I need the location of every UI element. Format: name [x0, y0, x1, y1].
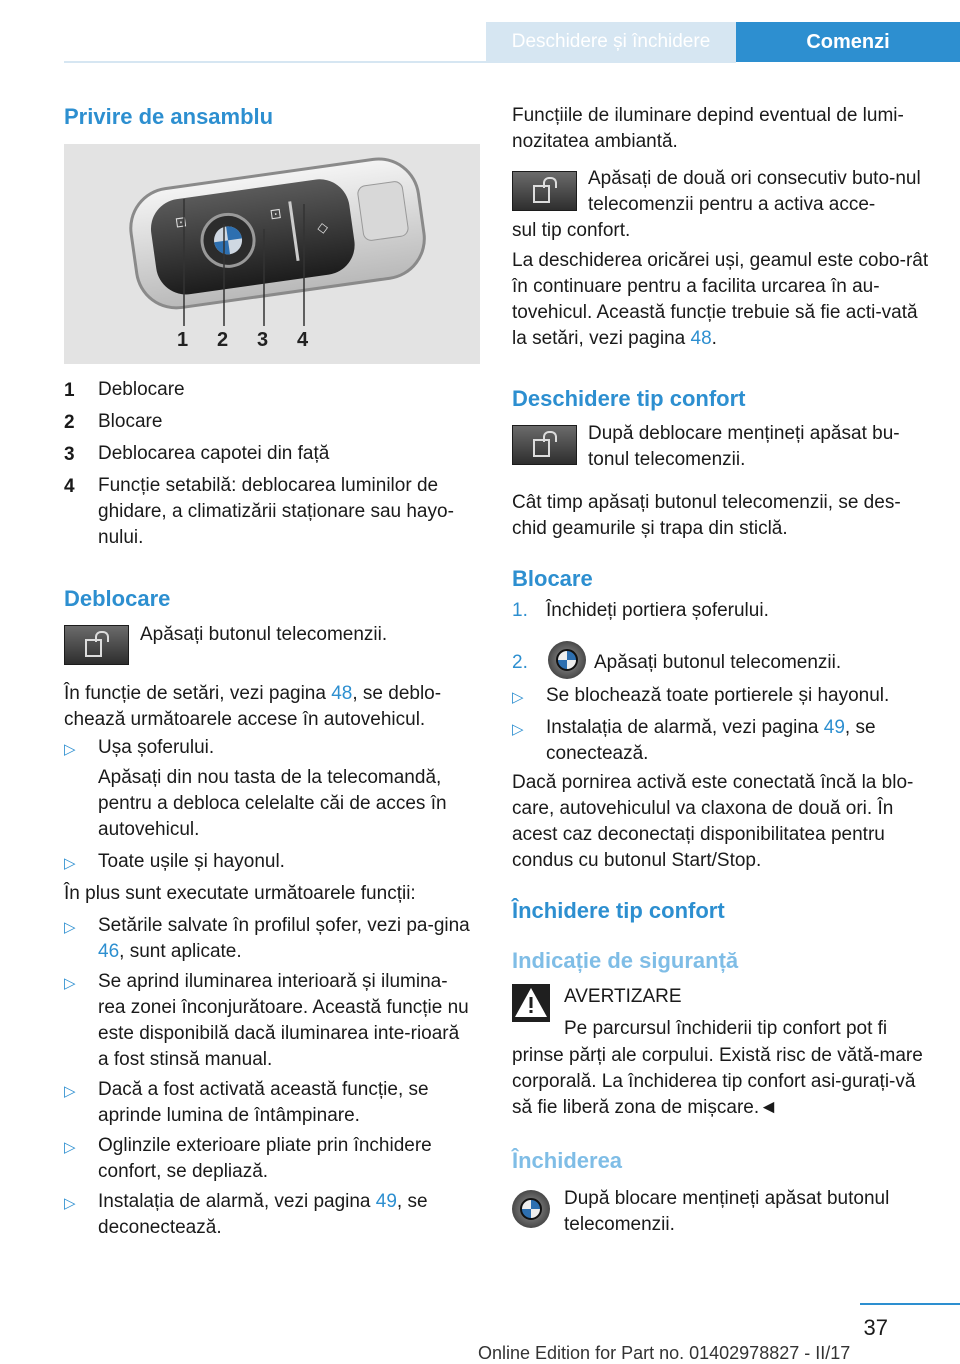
legend-text-4: Funcție setabilă: deblocarea luminilor de ghidare, a climatizării staționare sau hayo-nului. — [98, 475, 454, 548]
step-1-text: Închideți portiera șoferului. — [546, 600, 769, 621]
bullet-icon: ▷ — [64, 741, 76, 758]
bullet-icon: ▷ — [64, 855, 76, 872]
bullet-icon: ▷ — [64, 1139, 76, 1156]
legend-text-3: Deblocarea capotei din față — [98, 443, 330, 464]
bullet-door-driver: Ușa șoferului. — [98, 737, 215, 758]
closing-heading: Închiderea — [512, 1148, 623, 1173]
bmw-logo-button-icon — [548, 641, 586, 679]
header-rule — [64, 61, 736, 63]
warning-triangle-icon — [512, 984, 550, 1022]
page-link-46[interactable]: 46 — [98, 941, 120, 962]
legend-text-1: Deblocare — [98, 379, 185, 400]
deblocare-heading: Deblocare — [64, 586, 171, 611]
active-start-paragraph: Dacă pornirea activă este conectată încă la blo-care, autovehiculul va claxona de două ori. În acest caz deconectați disponibilitatea pentru condus cu butonul Start/Stop. — [512, 772, 914, 871]
step-2-text: Apăsați butonul telecomenzii. — [594, 652, 842, 673]
callout-4: 4 — [297, 329, 309, 351]
bullet-icon: ▷ — [64, 975, 76, 992]
bullet-mirrors: Oglinzile exterioare pliate prin închidere confort, se depliază. — [98, 1135, 432, 1182]
callout-3: 3 — [257, 329, 269, 351]
bullet-icon: ▷ — [512, 689, 524, 706]
blocare-heading: Blocare — [512, 566, 593, 591]
legend-text-2: Blocare — [98, 411, 163, 432]
deblocare-instruction: Apăsați butonul telecomenzii. — [140, 624, 388, 645]
window-lowering-paragraph: La deschiderea oricărei uși, geamul este cobo-rât în continuare pentru a facilita urcarea în au-tovehicul. Această funcție trebuie să fie acti-vată la setări, vezi pagina 48. — [512, 250, 929, 349]
unlock-button-icon — [64, 625, 129, 665]
bullet-lock-all: Se blochează toate portierele și hayonul. — [546, 685, 890, 706]
comfort-opening-instruction: După deblocare mențineți apăsat bu-tonul telecomenzii. — [588, 423, 900, 470]
warning-title: AVERTIZARE — [564, 986, 682, 1007]
legend-num-3: 3 — [64, 444, 75, 465]
page-link-48[interactable]: 48 — [331, 683, 353, 704]
comfort-closing-heading: Închidere tip confort — [512, 898, 725, 923]
header-chapter-tab: Comenzi — [736, 22, 960, 62]
comfort-opening-heading: Deschidere tip confort — [512, 386, 746, 411]
bullet-icon: ▷ — [512, 721, 524, 738]
edition-footer: Online Edition for Part no. 01402978827 - II/17 — [478, 1343, 851, 1363]
key-fob-figure — [64, 144, 480, 364]
legend-num-2: 2 — [64, 412, 75, 433]
bullet-driver-profile: Setările salvate în profilul șofer, vezi pa-gina 46, sunt aplicate. — [98, 915, 470, 962]
callout-2: 2 — [217, 329, 229, 351]
unlock-button-icon — [512, 425, 577, 465]
svg-text:⊡: ⊡ — [268, 204, 283, 223]
lighting-note: Funcțiile de iluminare depind eventual de lumi-nozitatea ambiantă. — [512, 105, 904, 152]
page-link-49[interactable]: 49 — [823, 717, 845, 738]
overview-heading: Privire de ansamblu — [64, 104, 274, 129]
bullet-icon: ▷ — [64, 1083, 76, 1100]
footer-rule — [860, 1303, 960, 1305]
additional-functions-intro: În plus sunt executate următoarele funcții: — [64, 883, 416, 904]
key-fob-illustration — [64, 144, 480, 364]
double-press-instruction-cont: sul tip confort. — [512, 220, 631, 241]
bullet-alarm-on: Instalația de alarmă, vezi pagina 49, se conectează. — [546, 717, 876, 764]
step-1-number: 1. — [512, 600, 528, 621]
warning-text-line1: Pe parcursul închiderii tip confort pot fi — [564, 1018, 888, 1039]
unlock-button-icon — [512, 171, 577, 211]
deblocare-paragraph: În funcție de setări, vezi pagina 48, se deblo-chează următoarele accese în autovehicul. — [64, 683, 442, 730]
bullet-interior-lighting: Se aprind iluminarea interioară și ilumina-rea zonei înconjurătoare. Această funcție nu este disponibilă dacă iluminarea inte-rioară a fost stinsă manual. — [98, 971, 469, 1070]
bullet-icon: ▷ — [64, 919, 76, 936]
bullet-welcome-light: Dacă a fost activată această funcție, se aprinde lumina de întâmpinare. — [98, 1079, 429, 1126]
comfort-opening-paragraph: Cât timp apăsați butonul telecomenzii, se des-chid geamurile și trapa din sticlă. — [512, 492, 901, 539]
bullet-door-driver-sub: Apăsați din nou tasta de la telecomandă, pentru a debloca celelalte căi de acces în autovehicul. — [98, 767, 447, 840]
page-link-49[interactable]: 49 — [375, 1191, 397, 1212]
legend-num-1: 1 — [64, 380, 75, 401]
page-number: 37 — [863, 1315, 888, 1340]
safety-note-heading: Indicație de siguranță — [512, 948, 739, 973]
callout-1: 1 — [177, 329, 189, 351]
bmw-logo-button-icon — [512, 1190, 550, 1228]
bullet-alarm-off: Instalația de alarmă, vezi pagina 49, se deconectează. — [98, 1191, 428, 1238]
svg-text:⊡: ⊡ — [173, 213, 188, 231]
closing-instruction: După blocare mențineți apăsat butonul telecomenzii. — [564, 1188, 890, 1235]
header-section-tab: Deschidere și închidere — [486, 22, 736, 62]
bullet-all-doors: Toate ușile și hayonul. — [98, 851, 285, 872]
svg-text:◇: ◇ — [316, 218, 329, 236]
page-link-48[interactable]: 48 — [690, 328, 712, 349]
legend-num-4: 4 — [64, 476, 75, 497]
step-2-number: 2. — [512, 652, 528, 673]
double-press-instruction: Apăsați de două ori consecutiv buto-nul telecomenzii pentru a activa acce- — [588, 168, 921, 215]
bullet-icon: ▷ — [64, 1195, 76, 1212]
warning-text: prinse părți ale corpului. Există risc de vătă-mare corporală. La închiderea tip confort asi-gurați-vă să fie liberă zona de mișcare.◄ — [512, 1045, 923, 1118]
